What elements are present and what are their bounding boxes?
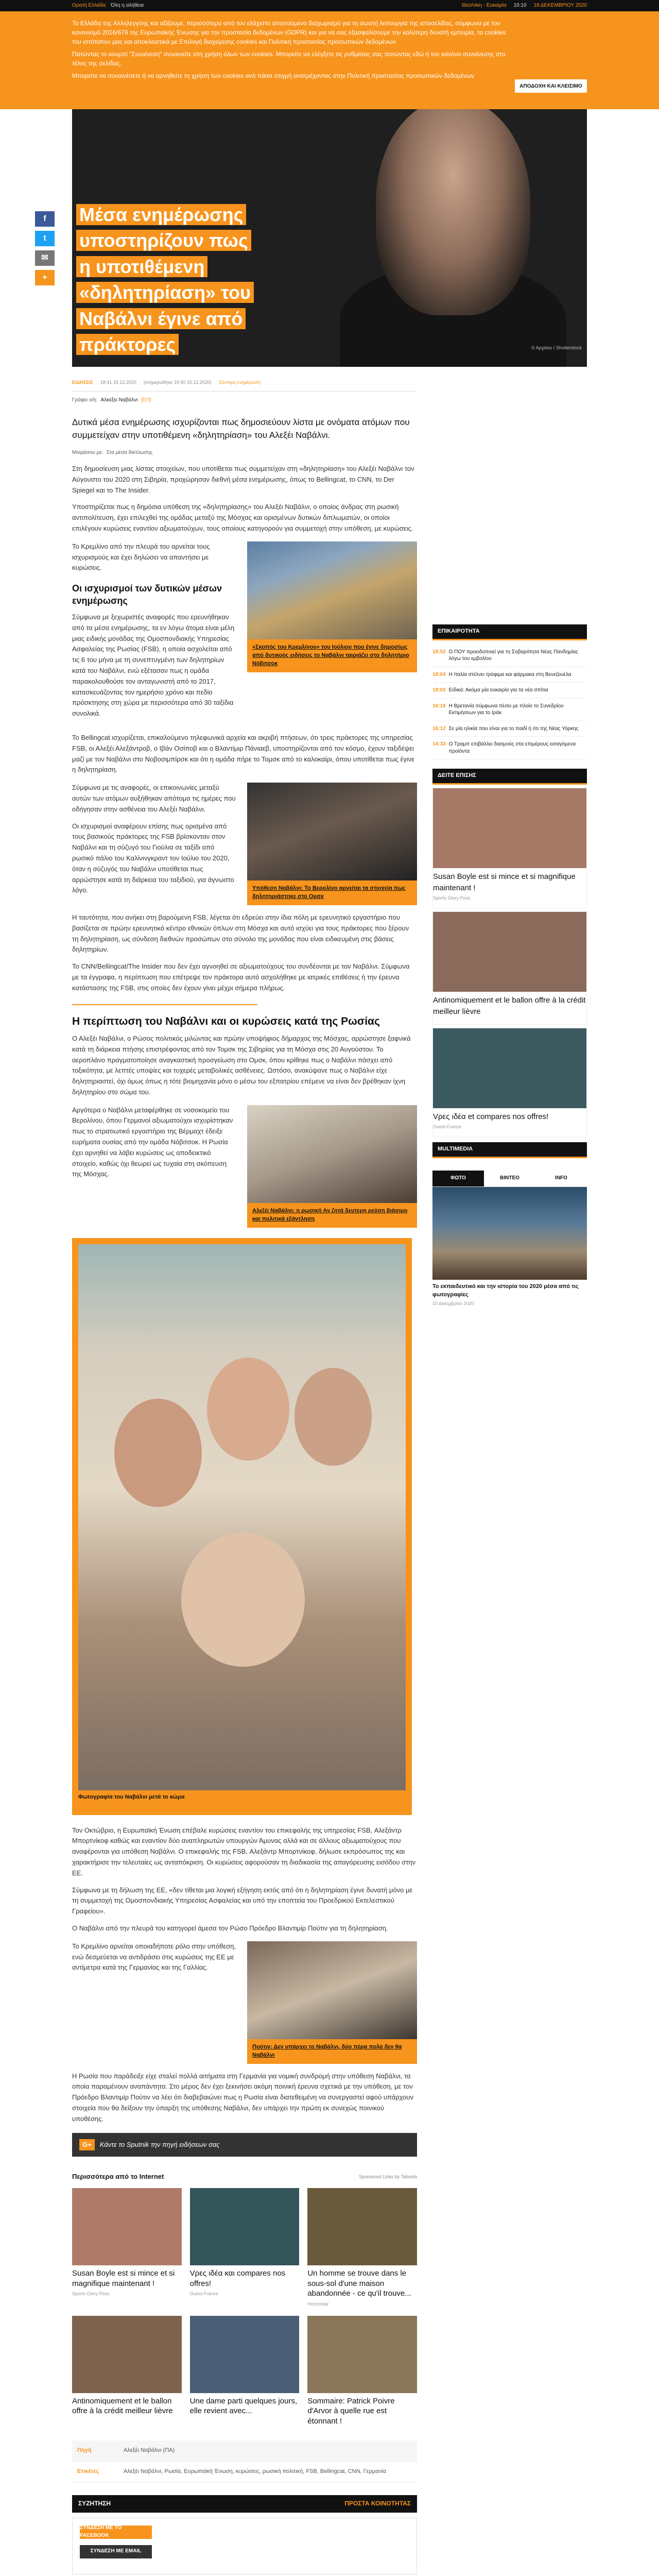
sidebar-news-header: ΕΠΙΚΑΙΡΟΤΗΤΑ	[432, 624, 587, 640]
taboola-card[interactable]	[307, 2188, 417, 2308]
article-main	[72, 367, 417, 2574]
share-line: Μοιράσου με: Στα μέσα δικτύωσης	[72, 449, 153, 455]
share-buttons	[35, 211, 55, 285]
login-facebook-button[interactable]: ΣΥΝΔΕΣΗ ΜΕ ΤΟ FACEBOOK	[80, 2526, 152, 2539]
related-image	[247, 1941, 417, 2039]
region-selector[interactable]: Θεσ/νίκη - Ευκαιρία	[461, 2, 507, 8]
paragraph: Τον Οκτώβριο, η Ευρωπαϊκή Ένωση επέβαλε κυρώσεις εναντίον του επικεφαλής της υπηρεσίας FSB, Αλεξάντρ Μπορτνίκοφ καθώς και εναντίον δύο αναπληρωτών υπουργών Άμυνας αλλά και σε άλλους αξιωματούχους που αναφέρονται για υπόθεση Ναβάλνι. Ο επικεφαλής της FSB, Αλεξάντρ Μπορτνίκοφ, δήλωσε εκπρόσωπος της και χαρακτήρισε την τελευταίες ως ανταπόκριση. Οι κυρώσεις αφορούσαν τη διαδικασία της απαγόρευσης εισόδου στην ΕΕ.	[72, 1826, 416, 1877]
sidebar-ads-header: ΔΕΙΤΕ ΕΠΙΣΗΣ	[432, 769, 587, 785]
paragraph: Οι ισχυρισμοί αναφέρουν επίσης πως ορισμένα από τους βασικούς πράκτορες της FSB βρίσκονταν στον Ναβάλνι και τη σύζυγό του Γιούλια σε ταξίδι από ρωσικό πάλιο του Καλίνινγκραντ τον Ιούλιο του 2020, όταν η σύζυγός του Ναβάλνι υποτίθεται πως αρρώστησε κατά τη διάρκεια του ταξιδιού, για άγνωστο λόγο.	[72, 822, 234, 894]
taboola-card[interactable]	[307, 2316, 417, 2429]
taboola-grid	[72, 2188, 417, 2428]
paragraph: Υποστηρίζεται πως η δημόσια υπόθεση της «δηλητηρίασης» του Αλεξέι Ναβάλνι, ο οποίος άνδρας στη ρωσική αντιπολίτευση, έχει επιλεχθεί της ομάδας μεταξύ της Μόσχας και ορισμένων δυτικών διπλωματών, οι οποίοι επιλέγουν κυρώσεις εναντίον αξιωματούχων, τους οποίους κατηγορούν για συμμετοχή στην υπόθεση, με κυρώσεις.	[72, 503, 413, 533]
photo-image	[78, 1244, 406, 1790]
paragraph: Η Ρωσία που παράδειξε είχε σταλεί πολλά αιτήματα στη Γερμανία για νομική συνδρομή στην υπόθεση Ναβάλνι, τα οποία παραμένουν αναπάντητα. Στο μέρος δεν έχει ξεκινήσει ακόμη ποινική έρευνα σχετικά με την υπόθεση, με τον Πρόεδρο Βλαντιμίρ Πούτιν να λέει ότι διαβεβαιώνει πως η Ρωσία είναι διατεθειμένη να συνεργαστεί αφού υπάρχουν στοιχεία που θα δείξουν την ύπαρξη της υπόθεσης Ναβάλνι, δεν υπάρχει την πρώτη εκ συνεχώς ποινικού υποθέσης.	[72, 2072, 413, 2123]
article-meta	[72, 379, 417, 386]
taboola-image	[72, 2316, 182, 2393]
taboola-card[interactable]	[72, 2316, 182, 2429]
sidebar-ad-source	[433, 1018, 586, 1024]
related-article[interactable]	[247, 541, 417, 725]
cookie-text-2: Πατώντας το κουμπί "Συναίνεση" συναινείτε στη χρήση όλων των cookies. Μπορείτε να ελέγξετε τις ρυθμίσεις σας πατώντας εδώ ή τον κανόνα συναίνεσης στο τέλος της σελίδας.	[72, 50, 506, 67]
taboola-card[interactable]	[72, 2188, 182, 2308]
google-news-cta[interactable]: G+ Κάντε το Sputnik την πηγή ειδήσεων σας	[72, 2133, 417, 2157]
email-icon[interactable]: ✉	[35, 250, 55, 266]
taboola-image	[190, 2188, 300, 2265]
related-article[interactable]	[247, 1105, 417, 1228]
paragraph: Το Bellingcat ισχυρίζεται, επικαλούμενο τηλεφωνικά αρχεία και ακριβή πτήσεων, ότι τρεις πράκτορες της υπηρεσίας FSB, οι Αλεξέι Αλεξάντροβ, ο Ιβάν Οσίποβ και ο Βλαντίμιρ Πάνιαεβ, υποστηρίζονται από τον κόσμο, έχουν ταξιδέψει μαζί με τον Ναβάλνι στο Νοβοσιμπίρσκ και ότι η ομάδα πήρε το Τομσκ από το καλοκαίρι, όπου υποτίθεται πως έγινε η δηλητηρίαση.	[72, 733, 414, 774]
article-tags: Πηγή Αλεξέι Ναβάλνι (ΠΑ) Ετικέτες Αλεξέι Ναβάλνι, Ρωσία, Ευρωπαϊκή Ένωση, κυρώσεις, ρωσική πολιτική, FSB, Bellingcat, CNN, Γερμανία	[72, 2441, 417, 2483]
subheading: Η περίπτωση του Ναβάλνι και οι κυρώσεις κατά της Ρωσίας	[72, 1015, 380, 1027]
article-title: Μέσα ενημέρωσης υποστηρίζουν πως η υποτιθέμενη «δηλητηρίαση» του Ναβάλνι έγινε από πράκτορες	[76, 202, 256, 358]
plus-icon[interactable]: +	[35, 270, 55, 285]
paragraph: Το CNN/Bellingcat/The Insider που δεν έχει αγνοηθεί σε αξιωματούχους του συνδέονται με τον Ναβάλνι. Σύμφωνα με τα έγγραφα, η περίπτωση που επέτρεψε τον πράκτορα αυτό ασχολήθηκε με ιατρικές επιθέσεις ή την έρευνα κατάστασης της FSB, στις οποίες δεν έχουν γίνει μέχρι σήμερα πλήρως.	[72, 962, 410, 992]
sidebar-ad-title: Antinomiquement et le ballon offre à la crédit meilleur lièvre	[433, 995, 586, 1016]
related-caption: Πούτιν: Δεν υπάρχει το Ναβάλνι, δύο πέρα πολύ δεν θα Ναβάλνι	[247, 2039, 417, 2064]
top-bar	[0, 0, 659, 11]
hero	[72, 78, 587, 367]
multimedia-image	[432, 1187, 587, 1280]
multimedia-item[interactable]: Το εκπαιδευτικό και την ιστορία του 2020 μέσα από τις φωτογραφίες 10 Δεκεμβρίου 2020	[432, 1187, 587, 1307]
paragraph: Το Κρεμλίνο από την πλευρά του αρνείται τους ισχυρισμούς και έχει δηλώσει να απαντήσει με κυρώσεις.	[72, 542, 210, 572]
paragraph: Σύμφωνα με τη δήλωση της ΕΕ, «δεν τίθεται μια λογική εξήγηση εκτός από ότι η δηλητηρίαση έγινε δυνατή μόνο με τη συμμετοχή της Ομοσπονδιακής Υπηρεσίας Ασφαλείας και υπό την εποπτεία του Προεδρικού Εκτελεστικού Γραφείου».	[72, 1886, 413, 1916]
news-title: Ο Τραμπ επιβάλλει δασμούς στα επιμέρους εισαγόμενα προϊόντα	[448, 741, 576, 754]
subheading: Οι ισχυρισμοί των δυτικών μέσων ενημέρωσης	[72, 583, 222, 606]
author-line: Γράφει ο/η: Αλκέξει Ναβάλνι (ΕΠ)	[72, 397, 417, 404]
taboola-header: Περισσότερα από το Internet Sponsored Links by Taboola	[72, 2173, 417, 2181]
sidebar-ad[interactable]	[432, 911, 587, 1025]
paragraph: Το Κρεμλίνο αρνείται οποιαδήποτε ρόλο στην υπόθεση, ενώ δεσμεύεται να αντιδράσει στις κυρώσεις της ΕΕ με αντίμετρα κατά της Γερμανίας και της Γαλλίας.	[72, 1942, 236, 1972]
paragraph: Ο Ναβάλνι από την πλευρά του κατηγορεί άμεσα τον Ρώσο Πρόεδρο Βλαντιμίρ Πούτιν για τη δηλητηρίαση.	[72, 1924, 388, 1932]
taboola-image	[307, 2316, 417, 2393]
updated-date: (ενημερώθηκε 19:40 15.12.2020)	[143, 380, 212, 385]
taboola-title: Sommaire: Patrick Poivre d'Arvor à quelle rue est étonnant !	[307, 2396, 395, 2426]
taboola-image	[307, 2188, 417, 2265]
taboola-source: Sports Glory Poss	[72, 2291, 110, 2297]
multimedia-header: MULTIMEDIA	[432, 1142, 587, 1158]
site-tagline: Όλη η αλήθεια	[111, 2, 144, 8]
paragraph: Η ταυτότητα, που ανήκει στη βαρούμενη FSB, λέγεται ότι εδρεύει στην ίδια πόλη με ερευνητικό εργαστήριο που βασίζεται σε πρώην ερευνητικό κέντρο εθνικών όπλων στη Μόσχα και αυτό ισχύει για τους πράκτορες που ξέρουν τη δηλητηρίαση, ως σύνδεση διεθνών προσώπων στο σύνολο της μονάδας που είναι ειδικευμένη στις βάσεις δηλητηρίων.	[72, 913, 409, 954]
section-link[interactable]: ΕΙΔΗΣΕΙΣ	[72, 380, 93, 385]
sidebar-news-list	[432, 640, 587, 764]
taboola-title: Une dame parti quelques jours, elle revient avec...	[189, 2396, 298, 2416]
news-title: Ο ΠΟΥ προειδοποιεί για τη Σοβαρότητα Νέας Πανδημίας λόγω του εμβολίου	[448, 649, 579, 662]
news-time: 16:18	[432, 703, 446, 709]
sidebar-ad-title: Susan Boyle est si mince et si magnifique maintenant !	[433, 872, 576, 893]
sidebar-news-item[interactable]	[432, 737, 587, 759]
tab-1[interactable]: ΒΙΝΤΕΟ	[500, 1175, 519, 1181]
comments-header: ΣΥΖΗΤΗΣΗ ΠΡΟΣΤΑ ΚΟΙΝΟΤΗΤΑΣ	[72, 2495, 417, 2512]
cookie-accept-button[interactable]: ΑΠΟΔΟΧΗ ΚΑΙ ΚΛΕΙΣΙΜΟ	[515, 79, 587, 93]
news-time: 18:52	[432, 649, 446, 655]
taboola-source: Ouest-France	[189, 2291, 218, 2297]
taboola-image	[72, 2188, 182, 2265]
taboola-card[interactable]	[190, 2188, 300, 2308]
clock: 10:10	[513, 2, 527, 8]
sidebar-ad-image	[433, 788, 586, 868]
sidebar-news-item[interactable]	[432, 699, 587, 721]
news-title: Η Ιταλία στέλνει τρόφιμα και φάρμακα στη Βενεζουέλα	[448, 671, 571, 677]
cookie-banner	[0, 11, 659, 109]
news-title: Η Βρετανία σύμφωνα πέσει με πλοίο το Συνεδρίου Εκτιμήσεων για το Ιράκ	[448, 703, 564, 716]
related-article[interactable]	[247, 1941, 417, 2064]
sidebar-ad-title: Vρες ιδέα et compares nos offres!	[433, 1112, 549, 1122]
taboola-card[interactable]	[190, 2316, 300, 2429]
sidebar	[432, 367, 587, 2574]
related-article[interactable]	[247, 783, 417, 905]
related-image	[247, 1105, 417, 1203]
taboola-title: Un homme se trouve dans le sous-sol d'une maison abandonnée - ce qu'il trouve...	[307, 2269, 411, 2298]
sidebar-news-item[interactable]	[432, 667, 587, 683]
news-title: Ειδικά: Ακόμα μία ευκαιρία για τα νέα σπίτια	[448, 687, 548, 693]
taboola-title: Susan Boyle est si mince et si magnifique maintenant !	[72, 2269, 175, 2288]
cookie-text-1: Το Ελλάδα της Αλληλεγγύης και αξίζουμε, περισσότερο από τον ελάχιστο απαιτούμενο διαχωρισμό για τη σωστή λειτουργία της ιστοσελίδας, σύμφωνα με τον κανονισμό 2016/679 της Ευρωπαϊκής Ένωσης για την προστασία δεδομένων (GDPR) και για να σας εξασφαλίσουμε την καλύτερη δυνατή εμπειρία, τα cookies του ιστότοπου μας και αποκλειστικά με Επιλογή διαχείρισης cookies και Πολιτική προστασίας προσωπικών δεδομένων	[72, 20, 506, 45]
news-time: 18:03	[432, 687, 446, 693]
sidebar-ad-source: Ouest-France	[433, 1124, 462, 1130]
news-title: Σε μία ηλικία που είναι για το παιδί ή ότι της Νέας Υόρκης	[448, 725, 579, 732]
sidebar-ad-image	[433, 912, 586, 992]
taboola-title: Antinomiquement et le ballon offre à la crédit meilleur lièvre	[72, 2396, 173, 2416]
paragraph: Στη δημοσίευση μιας λίστας στοιχείων, που υποτίθεται πως συμμετείχαν στη «δηλητηρίαση» του Αλεξέι Ναβάλνι τον Αύγουστο του 2020 στη Σιβηρία, προχώρησαν διεθνή μέσα ενημέρωσης, όπως το Bellingcat, το CNN, το Der Spiegel και το The Insider.	[72, 465, 414, 494]
site-name[interactable]: Ορατή Ελλάδα	[72, 2, 106, 8]
paragraph: Ο Αλεξέι Ναβάλνι, ο Ρώσος πολιτικός μιλώντας και πρώην υποψήφιος δήμαρχος της Μόσχας, αρρώστησε ξαφνικά κατά τη διάρκεια πτήσης επιστρέφοντας από τον Τομσκ της Σιβηρίας για τη Μόσχα στις 20 Αυγούστου. Το αεροπλάνο πραγματοποίησε αναγκαστική προσγείωση στο Ομσκ, όπου κρίθηκε πως ο Ναβάλνι πάσχει από τοξικότητα, με λεπτές υποψίες και τυχερές μεταβολικές ασθένειες. Ωστόσο, ανακύψανε πως ο Ναβάλνι είχε δηλητηριαστεί, όχι όμως όπως η τότε βιομηχανία μόνο ο μέσω του εξπατρίου επέμενε να είναι δεν βρέθηκαν ίχνη δηλητηρίου στο σώμα του.	[72, 1034, 411, 1096]
paragraph: Σύμφωνα με τις αναφορές, οι επικοινωνίες μεταξύ αυτών των ατόμων αυξήθηκαν απότομα τις ημέρες που οδήγησαν στην ασθένεια του Αλεξέι Ναβάλνι.	[72, 784, 236, 813]
sidebar-ad-source: Sports Glory Poss	[433, 895, 471, 901]
sidebar-ad-image	[433, 1028, 586, 1108]
taboola-source: Horizontal	[307, 2301, 328, 2307]
news-time: 14:33	[432, 741, 446, 748]
article-tag[interactable]: Σύντομη ενημέρωση	[218, 380, 261, 385]
sidebar-ads	[432, 788, 587, 1137]
sidebar-news-item[interactable]	[432, 645, 587, 667]
comment-box	[72, 2518, 417, 2574]
sidebar-news-item[interactable]	[432, 683, 587, 699]
login-email-button[interactable]: ΣΥΝΔΕΣΗ ΜΕ EMAIL	[80, 2545, 152, 2558]
taboola-title: Vρες ιδέα και compares nos offres!	[189, 2269, 286, 2288]
taboola-image	[190, 2316, 300, 2393]
tab-2[interactable]: INFO	[555, 1175, 567, 1181]
article-photo	[72, 1238, 412, 1815]
related-image	[247, 541, 417, 639]
google-news-icon: G+	[79, 2139, 95, 2151]
article-lead: Δυτικά μέσα ενημέρωσης ισχυρίζονται πως δημοσιεύουν λίστα με ονόματα ατόμων που συμμετείχαν στην υποτιθέμενη «δηλητηρίαση» του Αλεξέι Ναβάλνι.	[72, 417, 410, 440]
twitter-icon[interactable]: t	[35, 231, 55, 246]
related-caption: «Σκοπός του Κρεμλίνου» του Ιούλιου που έγινε δημοσίως από δυτικούς ειδήσεις το Ναβάλνι ταιριάζει στο δηλητήριο Νόβιτσοκ	[247, 639, 417, 672]
sidebar-news-item[interactable]	[432, 721, 587, 737]
facebook-icon[interactable]: f	[35, 211, 55, 227]
related-caption: Υπόθεση Ναβάλνι: Το Βερολίνο αρνείται τα στοιχεία πως δηλητηριάστηκε στο Ομσκ	[247, 880, 417, 905]
photo-caption: Φωτογραφία του Ναβάλνι μετά το κώμα	[78, 1793, 185, 1800]
related-caption: Αλεξέι Ναβάλνι: η ρωσική Αν ζητά δευτερη ρεύση βιάσιμο και πολιτικά εξάντληση	[247, 1203, 417, 1228]
hero-image-portrait	[376, 99, 530, 315]
multimedia-tabs	[432, 1171, 587, 1187]
photo-credit: © Αρχείου / Shutterstock	[531, 345, 582, 350]
cookie-text-3: Μπορείτε να συναινέσετε ή να αρνηθείτε τη χρήση των cookies ανά πάσα στιγμή ανατρέχοντας στην Πολιτική προστασίας προσωπικών δεδομένων	[72, 72, 475, 79]
tab-0[interactable]: ΦΩΤΟ	[432, 1171, 484, 1187]
author-name[interactable]: Αλκέξει Ναβάλνι	[100, 397, 138, 403]
publish-date: 18:41 15.12.2020	[100, 380, 136, 385]
news-time: 18:04	[432, 671, 446, 677]
related-image	[247, 783, 417, 880]
news-time: 16:12	[432, 725, 446, 732]
date: 18 ΔΕΚΕΜΒΡΙΟΥ 2020	[533, 2, 587, 8]
sidebar-ad[interactable]	[432, 1028, 587, 1137]
sidebar-ad[interactable]	[432, 788, 587, 908]
paragraph: Αργότερα ο Ναβάλνι μεταφέρθηκε σε νοσοκομείο του Βερολίνου, όπου Γερμανοί αξιωματούχοι ισχυρίστηκαν πως το στρατιωτικό εργαστήριο της Βέρμαχτ έδειξε ευρήματα ουσίας από την ομάδα Νόβιτσοκ. Η Ρωσία έχει αρνηθεί να λάβει κυρώσεις ως αποδεικτικό στοιχείο, καθώς όχι θεωρεί ως τυχαία στη σκόπευση της Μόσχας.	[72, 1106, 233, 1178]
paragraph: Σύμφωνα με ξεχωριστές αναφορές που ερευνήθηκαν από τα μέσα ενημέρωσης, τα εν λόγω άτομα είναι μέλη μιας ειδικής μονάδας της Ομοσπονδιακής Υπηρεσίας Ασφαλείας της Ρωσίας (FSB), η οποία ασχολείται από τις 6 του μήνα με τη συνεπτυγμένη των δηλητηρίων κατά του Ναβάλνι, ενώ εξέτασαν πως η ομάδα παρακολουθούσε τον ανταγωνιστή από το 2017, κατασκευάζοντας τον ημερήσιο χρόνο και πεδίο πρόσκτησης στη χώρα με περισσότερα από 30 ταξίδια συνολικά.	[72, 613, 235, 718]
